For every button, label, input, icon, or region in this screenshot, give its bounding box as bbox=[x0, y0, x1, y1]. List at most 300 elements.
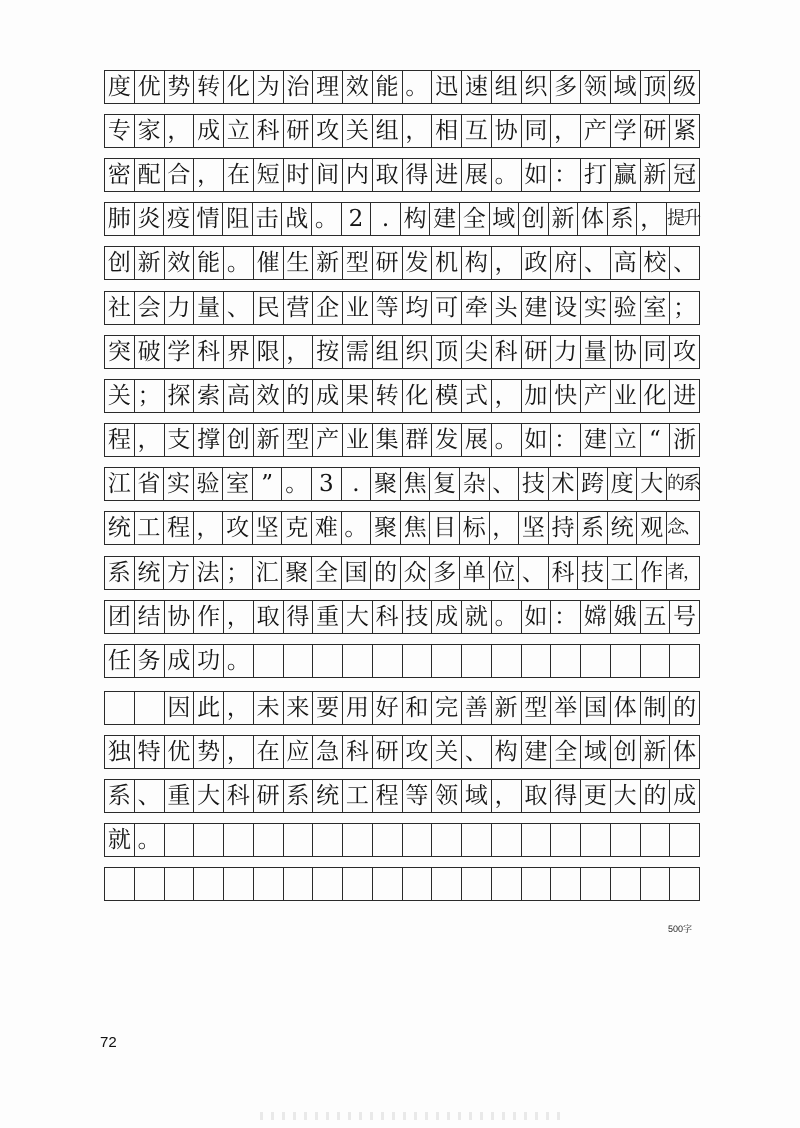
grid-cell: ： bbox=[551, 159, 581, 191]
grid-cell: 业 bbox=[343, 292, 373, 324]
grid-cell: 、 bbox=[462, 736, 492, 768]
grid-cell: 研 bbox=[284, 115, 314, 147]
grid-cell: 成 bbox=[194, 115, 224, 147]
grid-cell: 号 bbox=[673, 603, 697, 630]
grid-cell: 提升 bbox=[666, 208, 699, 229]
grid-cell: 迅 bbox=[432, 71, 462, 103]
grid-cell: 大 bbox=[343, 601, 373, 633]
grid-cell: 新 bbox=[549, 203, 579, 235]
grid-cell: ， bbox=[165, 115, 195, 147]
grid-cell: 速 bbox=[462, 71, 492, 103]
grid-cell: 攻 bbox=[313, 115, 343, 147]
grid-cell: 独 bbox=[105, 736, 135, 768]
grid-cell: 。 bbox=[282, 468, 312, 500]
grid-cell: 取 bbox=[254, 601, 284, 633]
grid-cell bbox=[641, 824, 671, 856]
grid-cell: ； bbox=[135, 380, 165, 412]
grid-cell bbox=[670, 868, 699, 900]
grid-cell bbox=[641, 868, 671, 900]
grid-cell: 系 bbox=[284, 780, 314, 812]
grid-cell: 攻 bbox=[223, 512, 253, 544]
grid-cell: 顶 bbox=[432, 336, 462, 368]
grid-cell: 进 bbox=[673, 382, 697, 409]
grid-cell: 要 bbox=[313, 692, 343, 724]
grid-cell: ， bbox=[224, 736, 254, 768]
grid-cell: 展 bbox=[462, 159, 492, 191]
grid-cell bbox=[522, 645, 552, 677]
grid-cell: 企 bbox=[313, 292, 343, 324]
grid-cell: ； bbox=[673, 294, 697, 321]
grid-row bbox=[104, 511, 700, 545]
grid-cell: 者， bbox=[666, 562, 699, 583]
grid-cell: 取 bbox=[373, 159, 403, 191]
word-count-marker: 500字 bbox=[668, 924, 693, 934]
grid-cell: 模 bbox=[432, 380, 462, 412]
grid-cell: 大 bbox=[637, 468, 667, 500]
grid-cell: 情 bbox=[194, 203, 224, 235]
grid-cell: 法 bbox=[194, 557, 224, 589]
grid-cell bbox=[670, 645, 699, 677]
grid-cell bbox=[581, 645, 611, 677]
grid-cell: 2 bbox=[342, 203, 372, 235]
grid-cell: ， bbox=[492, 380, 522, 412]
grid-cell: 内 bbox=[343, 159, 373, 191]
grid-cell: 、 bbox=[581, 247, 611, 279]
grid-cell: ， bbox=[194, 159, 224, 191]
grid-row bbox=[104, 335, 700, 369]
grid-cell: 研 bbox=[254, 780, 284, 812]
grid-cell: 度 bbox=[105, 71, 135, 103]
grid-cell: 发 bbox=[432, 424, 462, 456]
grid-cell: 短 bbox=[254, 159, 284, 191]
grid-cell: 娥 bbox=[611, 601, 641, 633]
grid-cell bbox=[373, 645, 403, 677]
grid-cell: 新 bbox=[492, 692, 522, 724]
grid-cell: 相 bbox=[432, 115, 462, 147]
grid-cell: 体 bbox=[611, 692, 641, 724]
grid-cell: ， bbox=[135, 424, 165, 456]
grid-cell: 间 bbox=[313, 159, 343, 191]
grid-cell: 攻 bbox=[673, 338, 697, 365]
grid-cell: 国 bbox=[342, 557, 372, 589]
grid-cell: 术 bbox=[549, 468, 579, 500]
grid-cell: 室 bbox=[223, 468, 253, 500]
grid-cell: 构 bbox=[462, 247, 492, 279]
grid-cell: 。 bbox=[312, 203, 342, 235]
grid-cell: 营 bbox=[284, 292, 314, 324]
grid-cell: 构 bbox=[401, 203, 431, 235]
grid-cell: 织 bbox=[403, 336, 433, 368]
grid-cell: 、 bbox=[673, 249, 697, 276]
grid-cell bbox=[462, 824, 492, 856]
grid-cell bbox=[492, 868, 522, 900]
grid-cell: 化 bbox=[403, 380, 433, 412]
grid-cell: 产 bbox=[581, 115, 611, 147]
grid-cell: 工 bbox=[343, 780, 373, 812]
grid-cell: 在 bbox=[224, 159, 254, 191]
grid-cell: 科 bbox=[194, 336, 224, 368]
grid-cell: 立 bbox=[611, 424, 641, 456]
grid-row bbox=[104, 291, 700, 325]
grid-cell: 系 bbox=[608, 203, 638, 235]
grid-cell: 同 bbox=[641, 336, 671, 368]
grid-cell bbox=[135, 868, 165, 900]
grid-cell: 新 bbox=[254, 424, 284, 456]
grid-cell: 需 bbox=[343, 336, 373, 368]
grid-cell: 观 bbox=[637, 512, 667, 544]
grid-cell: 体 bbox=[673, 738, 697, 765]
grid-cell: 作 bbox=[194, 601, 224, 633]
grid-cell: 系 bbox=[105, 780, 135, 812]
grid-cell: ， bbox=[492, 247, 522, 279]
grid-cell bbox=[462, 645, 492, 677]
grid-cell: 级 bbox=[673, 73, 697, 100]
grid-cell: 、 bbox=[490, 468, 520, 500]
grid-cell: 协 bbox=[611, 336, 641, 368]
grid-cell: 众 bbox=[401, 557, 431, 589]
grid-cell: 专 bbox=[105, 115, 135, 147]
grid-cell: 多 bbox=[551, 71, 581, 103]
grid-cell: 。 bbox=[342, 512, 372, 544]
grid-cell bbox=[313, 645, 343, 677]
grid-cell: 民 bbox=[254, 292, 284, 324]
grid-cell: 位 bbox=[490, 557, 520, 589]
grid-cell: 复 bbox=[430, 468, 460, 500]
grid-cell bbox=[284, 868, 314, 900]
grid-cell: 重 bbox=[313, 601, 343, 633]
grid-cell: 单 bbox=[460, 557, 490, 589]
grid-cell: 顶 bbox=[641, 71, 671, 103]
grid-cell: 击 bbox=[253, 203, 283, 235]
grid-cell: 域 bbox=[611, 71, 641, 103]
grid-row bbox=[104, 70, 700, 104]
grid-cell bbox=[522, 868, 552, 900]
grid-cell bbox=[254, 824, 284, 856]
grid-cell bbox=[284, 824, 314, 856]
grid-cell: 治 bbox=[284, 71, 314, 103]
grid-cell: 群 bbox=[403, 424, 433, 456]
grid-cell: ， bbox=[284, 336, 314, 368]
grid-cell bbox=[284, 645, 314, 677]
grid-cell: 务 bbox=[135, 645, 165, 677]
grid-cell: 建 bbox=[430, 203, 460, 235]
grid-row bbox=[104, 867, 700, 901]
grid-cell: ； bbox=[223, 557, 253, 589]
grid-cell: 型 bbox=[522, 692, 552, 724]
grid-row bbox=[104, 246, 700, 280]
grid-cell: 力 bbox=[551, 336, 581, 368]
grid-cell: 炎 bbox=[135, 203, 165, 235]
grid-cell: “ bbox=[641, 424, 671, 456]
grid-cell: 新 bbox=[313, 247, 343, 279]
grid-cell: 坚 bbox=[519, 512, 549, 544]
grid-cell: 特 bbox=[135, 736, 165, 768]
grid-cell: 的 bbox=[284, 380, 314, 412]
grid-cell: 突 bbox=[105, 336, 135, 368]
grid-cell: 和 bbox=[403, 692, 433, 724]
grid-cell: 转 bbox=[373, 380, 403, 412]
grid-row bbox=[104, 600, 700, 634]
grid-cell: 理 bbox=[313, 71, 343, 103]
grid-cell bbox=[403, 645, 433, 677]
grid-cell: 技 bbox=[519, 468, 549, 500]
page-number: 72 bbox=[100, 1034, 117, 1051]
grid-cell: 界 bbox=[224, 336, 254, 368]
grid-cell: 撑 bbox=[194, 424, 224, 456]
grid-cell: 高 bbox=[224, 380, 254, 412]
grid-cell: 结 bbox=[135, 601, 165, 633]
grid-row bbox=[104, 735, 700, 769]
grid-cell: 互 bbox=[462, 115, 492, 147]
grid-cell: 效 bbox=[165, 247, 195, 279]
grid-cell: 科 bbox=[549, 557, 579, 589]
grid-cell bbox=[313, 868, 343, 900]
grid-cell: 科 bbox=[254, 115, 284, 147]
grid-cell: 阻 bbox=[223, 203, 253, 235]
grid-cell: 府 bbox=[551, 247, 581, 279]
grid-cell: 合 bbox=[165, 159, 195, 191]
grid-cell: 牵 bbox=[462, 292, 492, 324]
grid-cell bbox=[254, 868, 284, 900]
grid-cell: 为 bbox=[254, 71, 284, 103]
grid-cell bbox=[611, 645, 641, 677]
grid-cell: ： bbox=[551, 601, 581, 633]
grid-cell: 学 bbox=[165, 336, 195, 368]
grid-cell: ， bbox=[490, 512, 520, 544]
grid-cell: 多 bbox=[430, 557, 460, 589]
grid-cell: 织 bbox=[522, 71, 552, 103]
grid-cell: 产 bbox=[581, 380, 611, 412]
grid-cell: 势 bbox=[165, 71, 195, 103]
grid-cell bbox=[343, 868, 373, 900]
grid-cell: 得 bbox=[284, 601, 314, 633]
grid-cell: 域 bbox=[490, 203, 520, 235]
grid-cell: 任 bbox=[105, 645, 135, 677]
grid-cell: 程 bbox=[373, 780, 403, 812]
grid-cell: 优 bbox=[135, 71, 165, 103]
grid-cell: 国 bbox=[581, 692, 611, 724]
grid-cell: 冠 bbox=[673, 161, 697, 188]
grid-cell: 业 bbox=[611, 380, 641, 412]
grid-cell bbox=[224, 868, 254, 900]
grid-cell: 制 bbox=[641, 692, 671, 724]
grid-cell: 领 bbox=[581, 71, 611, 103]
grid-row bbox=[104, 202, 700, 236]
grid-cell: 就 bbox=[105, 824, 135, 856]
grid-cell: 科 bbox=[343, 736, 373, 768]
grid-cell: 家 bbox=[135, 115, 165, 147]
grid-cell: 度 bbox=[608, 468, 638, 500]
grid-cell: 展 bbox=[462, 424, 492, 456]
grid-row bbox=[104, 379, 700, 413]
grid-cell: 急 bbox=[313, 736, 343, 768]
grid-cell: . bbox=[371, 203, 401, 235]
grid-cell: 成 bbox=[673, 782, 697, 809]
grid-cell: 域 bbox=[581, 736, 611, 768]
grid-cell: 立 bbox=[224, 115, 254, 147]
grid-cell: 的系 bbox=[666, 473, 699, 494]
grid-cell: 实 bbox=[164, 468, 194, 500]
grid-cell: 支 bbox=[165, 424, 195, 456]
grid-cell: 创 bbox=[519, 203, 549, 235]
grid-cell: 破 bbox=[135, 336, 165, 368]
grid-cell: 此 bbox=[194, 692, 224, 724]
grid-cell: 科 bbox=[492, 336, 522, 368]
grid-cell: 。 bbox=[492, 424, 522, 456]
grid-cell: 探 bbox=[165, 380, 195, 412]
grid-cell: 技 bbox=[578, 557, 608, 589]
grid-cell: 汇 bbox=[253, 557, 283, 589]
grid-cell: ， bbox=[194, 512, 224, 544]
grid-cell: 完 bbox=[432, 692, 462, 724]
grid-cell: 尖 bbox=[462, 336, 492, 368]
grid-cell bbox=[165, 824, 195, 856]
grid-cell: 紧 bbox=[673, 117, 697, 144]
grid-cell: 领 bbox=[432, 780, 462, 812]
grid-cell: 跨 bbox=[578, 468, 608, 500]
grid-cell: 高 bbox=[611, 247, 641, 279]
grid-cell: 化 bbox=[641, 380, 671, 412]
grid-cell bbox=[611, 868, 641, 900]
grid-cell: 作 bbox=[637, 557, 667, 589]
grid-cell: 举 bbox=[551, 692, 581, 724]
grid-cell: ， bbox=[551, 115, 581, 147]
grid-cell: 等 bbox=[373, 292, 403, 324]
grid-cell: 嫦 bbox=[581, 601, 611, 633]
grid-cell: 大 bbox=[611, 780, 641, 812]
grid-cell bbox=[403, 824, 433, 856]
grid-cell: 的 bbox=[641, 780, 671, 812]
grid-cell: 优 bbox=[165, 736, 195, 768]
grid-row bbox=[104, 779, 700, 813]
grid-cell: 研 bbox=[522, 336, 552, 368]
grid-cell: 势 bbox=[194, 736, 224, 768]
grid-cell: 重 bbox=[165, 780, 195, 812]
grid-cell: 工 bbox=[608, 557, 638, 589]
grid-cell: 念、 bbox=[666, 517, 699, 538]
grid-cell: 江 bbox=[105, 468, 135, 500]
grid-cell: 创 bbox=[611, 736, 641, 768]
grid-cell: ： bbox=[551, 424, 581, 456]
grid-cell: 研 bbox=[373, 247, 403, 279]
grid-cell bbox=[462, 868, 492, 900]
grid-cell: 3 bbox=[312, 468, 342, 500]
grid-cell: 在 bbox=[254, 736, 284, 768]
grid-cell: 、 bbox=[135, 780, 165, 812]
grid-cell: 系 bbox=[105, 557, 135, 589]
grid-cell: 得 bbox=[403, 159, 433, 191]
grid-cell: 统 bbox=[313, 780, 343, 812]
grid-cell: 构 bbox=[492, 736, 522, 768]
grid-cell: ， bbox=[224, 601, 254, 633]
grid-cell: 、 bbox=[224, 292, 254, 324]
grid-cell: 配 bbox=[135, 159, 165, 191]
grid-cell: 的 bbox=[673, 694, 697, 721]
grid-cell: 科 bbox=[373, 601, 403, 633]
grid-row bbox=[104, 691, 700, 725]
grid-cell bbox=[551, 824, 581, 856]
grid-cell: 系 bbox=[578, 512, 608, 544]
grid-cell: 程 bbox=[164, 512, 194, 544]
grid-cell: 如 bbox=[522, 159, 552, 191]
grid-cell bbox=[224, 824, 254, 856]
grid-cell: 聚 bbox=[282, 557, 312, 589]
grid-cell: 杂 bbox=[460, 468, 490, 500]
grid-cell bbox=[641, 645, 671, 677]
grid-cell bbox=[313, 824, 343, 856]
grid-cell: 关 bbox=[105, 380, 135, 412]
grid-cell: 学 bbox=[611, 115, 641, 147]
grid-cell: 应 bbox=[284, 736, 314, 768]
grid-cell bbox=[135, 692, 165, 724]
grid-cell: 式 bbox=[462, 380, 492, 412]
grid-cell: 标 bbox=[460, 512, 490, 544]
grid-cell: 统 bbox=[135, 557, 165, 589]
grid-row bbox=[104, 644, 700, 678]
grid-cell: 化 bbox=[224, 71, 254, 103]
grid-cell: 政 bbox=[522, 247, 552, 279]
grid-cell: 如 bbox=[522, 601, 552, 633]
grid-cell bbox=[105, 868, 135, 900]
grid-cell: 验 bbox=[611, 292, 641, 324]
grid-cell: 取 bbox=[522, 780, 552, 812]
grid-cell: 创 bbox=[105, 247, 135, 279]
grid-cell: 统 bbox=[105, 512, 135, 544]
grid-cell: 。 bbox=[492, 159, 522, 191]
grid-cell: 研 bbox=[373, 736, 403, 768]
grid-row bbox=[104, 823, 700, 857]
grid-cell bbox=[551, 868, 581, 900]
grid-cell: 密 bbox=[105, 159, 135, 191]
grid-cell: 室 bbox=[641, 292, 671, 324]
grid-cell: 新 bbox=[641, 736, 671, 768]
grid-cell: . bbox=[342, 468, 372, 500]
grid-row bbox=[104, 467, 700, 501]
grid-cell: 难 bbox=[312, 512, 342, 544]
grid-cell bbox=[373, 824, 403, 856]
grid-cell: 社 bbox=[105, 292, 135, 324]
grid-cell bbox=[105, 692, 135, 724]
grid-cell: ” bbox=[253, 468, 283, 500]
grid-cell: ， bbox=[403, 115, 433, 147]
grid-cell: 时 bbox=[284, 159, 314, 191]
grid-cell: 用 bbox=[343, 692, 373, 724]
grid-cell: 限 bbox=[254, 336, 284, 368]
grid-cell: 同 bbox=[522, 115, 552, 147]
grid-cell: 催 bbox=[254, 247, 284, 279]
grid-cell: 聚 bbox=[371, 512, 401, 544]
grid-cell: 。 bbox=[403, 71, 433, 103]
grid-cell: 生 bbox=[284, 247, 314, 279]
grid-cell: 团 bbox=[105, 601, 135, 633]
grid-cell bbox=[551, 645, 581, 677]
grid-cell: 。 bbox=[135, 824, 165, 856]
grid-cell: 研 bbox=[641, 115, 671, 147]
grid-cell: 、 bbox=[519, 557, 549, 589]
grid-cell: 创 bbox=[224, 424, 254, 456]
grid-cell bbox=[432, 868, 462, 900]
grid-cell: 量 bbox=[581, 336, 611, 368]
grid-cell bbox=[194, 868, 224, 900]
grid-cell bbox=[492, 824, 522, 856]
grid-cell: 焦 bbox=[401, 468, 431, 500]
grid-row bbox=[104, 556, 700, 590]
grid-cell bbox=[343, 824, 373, 856]
grid-cell: 新 bbox=[641, 159, 671, 191]
grid-cell: 能 bbox=[194, 247, 224, 279]
grid-cell: 成 bbox=[432, 601, 462, 633]
grid-cell: 校 bbox=[641, 247, 671, 279]
